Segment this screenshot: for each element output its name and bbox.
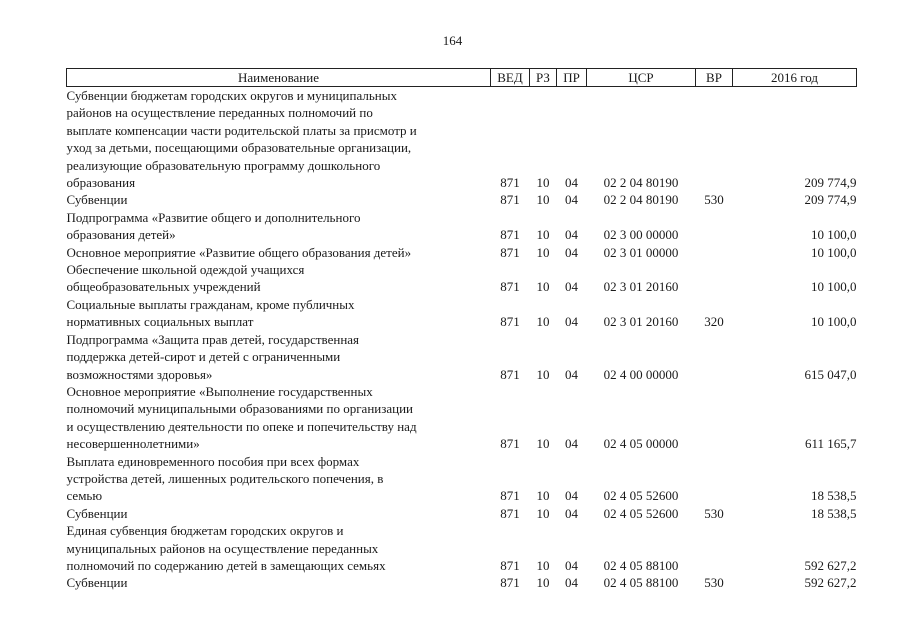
- row-name: Подпрограмма «Развитие общего и дополнительного образования детей»: [66, 209, 361, 243]
- row-pr: 04: [565, 175, 578, 191]
- row-csr: 02 3 01 20160: [603, 279, 679, 295]
- row-csr: 02 2 04 80190: [603, 192, 679, 208]
- row-name: Выплата единовременного пособия при всех формах устройства детей, лишенных родительского попечения, в семью: [66, 453, 384, 504]
- row-name: Социальные выплаты гражданам, кроме публичных нормативных социальных выплат: [66, 296, 355, 330]
- row-amount: 10 100,0: [811, 314, 857, 330]
- row-csr: 02 4 00 00000: [603, 366, 679, 382]
- row-rz: 10: [536, 244, 550, 260]
- row-vr: 530: [704, 575, 724, 591]
- table-row: [67, 383, 857, 453]
- row-rz: 10: [536, 279, 550, 295]
- row-amount: 615 047,0: [804, 366, 857, 382]
- row-vr: 530: [704, 505, 724, 521]
- row-pr: 04: [565, 227, 578, 243]
- row-ved: 871: [500, 366, 520, 382]
- row-csr: 02 2 04 80190: [603, 175, 679, 191]
- row-rz: 10: [536, 175, 550, 191]
- header-csr: ЦСР: [587, 69, 696, 87]
- row-rz: 10: [536, 314, 550, 330]
- table-row: [67, 296, 857, 331]
- row-pr: 04: [565, 575, 578, 591]
- table-row: [67, 209, 857, 244]
- row-pr: 04: [565, 505, 578, 521]
- row-vr: [696, 331, 733, 383]
- row-rz: 10: [536, 575, 550, 591]
- header-year: 2016 год: [733, 69, 857, 87]
- table-row: [67, 505, 857, 522]
- row-ved: 871: [500, 175, 520, 191]
- table-row: [67, 87, 857, 192]
- row-pr: 04: [565, 244, 578, 260]
- header-name: Наименование: [67, 69, 491, 87]
- row-vr: [696, 261, 733, 296]
- row-amount: 611 165,7: [804, 436, 857, 452]
- row-vr: [696, 87, 733, 192]
- row-pr: 04: [565, 366, 578, 382]
- row-amount: 18 538,5: [811, 505, 857, 521]
- row-vr: [696, 209, 733, 244]
- table-row: [67, 244, 857, 261]
- row-ved: 871: [500, 244, 520, 260]
- table-row: [67, 261, 857, 296]
- row-name: Единая субвенция бюджетам городских округов и муниципальных районов на осуществление переданных полномочий по содержанию детей в замещающих семьях: [66, 523, 386, 573]
- row-vr: 530: [704, 192, 724, 208]
- row-name: Субвенции бюджетам городских округов и муниципальных районов на осуществление переданных полномочий по выплате компенсации части родительской платы за присмотр и уход за детьми, посещающими образовательные организации, реализующие образовательную программу дошкольного образования: [66, 88, 417, 191]
- row-ved: 871: [500, 488, 520, 504]
- row-csr: 02 3 00 00000: [603, 227, 679, 243]
- row-rz: 10: [536, 505, 550, 521]
- row-vr: [696, 383, 733, 453]
- row-amount: 209 774,9: [804, 192, 857, 208]
- row-amount: 10 100,0: [811, 227, 857, 243]
- row-csr: 02 3 01 00000: [603, 244, 679, 260]
- row-rz: 10: [536, 557, 550, 573]
- budget-table: [66, 68, 857, 592]
- row-ved: 871: [500, 505, 520, 521]
- header-pr: ПР: [557, 69, 587, 87]
- row-amount: 18 538,5: [811, 488, 857, 504]
- header-vr: ВР: [696, 69, 733, 87]
- row-ved: 871: [500, 436, 520, 452]
- row-name: Субвенции: [66, 505, 128, 521]
- header-rz: РЗ: [530, 69, 557, 87]
- row-ved: 871: [500, 227, 520, 243]
- row-pr: 04: [565, 279, 578, 295]
- row-rz: 10: [536, 227, 550, 243]
- row-pr: 04: [565, 557, 578, 573]
- table-header-row: [67, 69, 857, 87]
- table-body: [67, 87, 857, 592]
- table-row: [67, 453, 857, 505]
- row-name: Субвенции: [66, 575, 128, 591]
- row-pr: 04: [565, 314, 578, 330]
- table-row: [67, 574, 857, 591]
- row-name: Подпрограмма «Защита прав детей, государственная поддержка детей-сирот и детей с ограниченными возможностями здоровья»: [66, 331, 360, 382]
- row-csr: 02 4 05 00000: [603, 436, 679, 452]
- row-vr: [696, 453, 733, 505]
- page-number: 164: [442, 33, 463, 48]
- table-row: [67, 191, 857, 208]
- row-vr: [696, 522, 733, 574]
- row-name: Основное мероприятие «Выполнение государственных полномочий муниципальными образованиями по организации и осуществлению деятельности по опеке и попечительству над несовершеннолетними»: [66, 383, 417, 452]
- table-row: [67, 331, 857, 383]
- row-name: Обеспечение школьной одеждой учащихся общеобразовательных учреждений: [66, 262, 305, 295]
- row-rz: 10: [536, 366, 550, 382]
- row-csr: 02 4 05 88100: [603, 575, 679, 591]
- row-pr: 04: [565, 488, 578, 504]
- row-ved: 871: [500, 314, 520, 330]
- row-pr: 04: [565, 192, 578, 208]
- row-ved: 871: [500, 279, 520, 295]
- row-vr: 320: [704, 314, 724, 330]
- row-amount: 10 100,0: [811, 244, 857, 260]
- row-amount: 592 627,2: [804, 557, 857, 573]
- row-amount: 592 627,2: [804, 575, 857, 591]
- row-ved: 871: [500, 192, 520, 208]
- table-row: [67, 522, 857, 574]
- row-rz: 10: [536, 192, 550, 208]
- row-pr: 04: [565, 436, 578, 452]
- row-amount: 10 100,0: [811, 279, 857, 295]
- row-vr: [696, 244, 733, 261]
- row-ved: 871: [500, 575, 520, 591]
- header-ved: ВЕД: [491, 69, 530, 87]
- row-csr: 02 3 01 20160: [603, 314, 679, 330]
- row-csr: 02 4 05 88100: [603, 557, 679, 573]
- row-ved: 871: [500, 557, 520, 573]
- row-amount: 209 774,9: [804, 175, 857, 191]
- row-name: Субвенции: [66, 192, 128, 208]
- row-rz: 10: [536, 436, 550, 452]
- row-csr: 02 4 05 52600: [603, 488, 679, 504]
- row-rz: 10: [536, 488, 550, 504]
- row-name: Основное мероприятие «Развитие общего образования детей»: [66, 244, 412, 260]
- row-csr: 02 4 05 52600: [603, 505, 679, 521]
